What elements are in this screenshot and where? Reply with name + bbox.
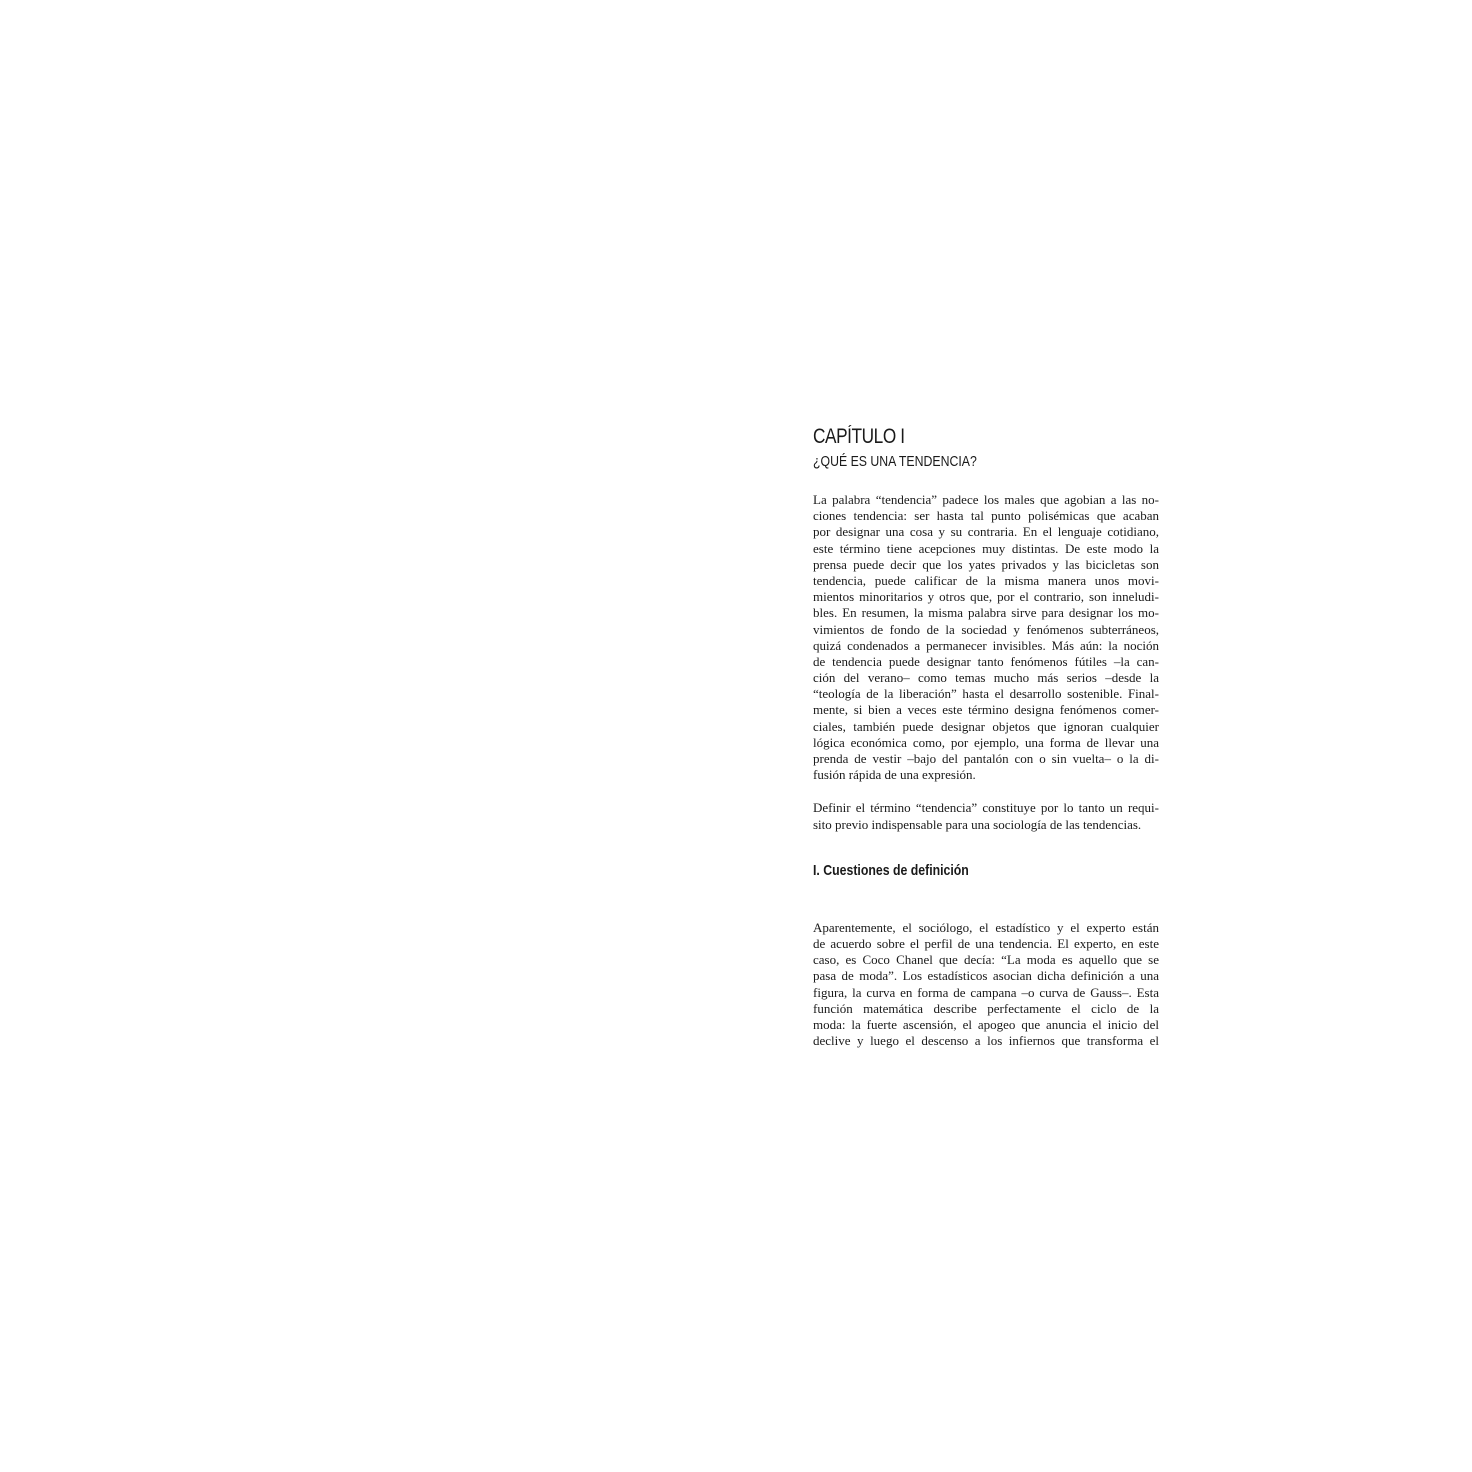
paragraph-definition <box>813 800 1159 832</box>
text-column <box>813 424 1159 1049</box>
text-line: declive y luego el descenso a los infiernos que transforma el <box>813 1033 1159 1049</box>
text-line: ciales, también puede designar objetos que ignoran cualquier <box>813 718 1159 734</box>
text-line: este término tiene acepciones muy distintas. De este modo la <box>813 540 1159 556</box>
text-line: sito previo indispensable para una sociología de las tendencias. <box>813 816 1142 832</box>
text-line: de acuerdo sobre el perfil de una tendencia. El experto, en este <box>813 935 1159 951</box>
text-line: figura, la curva en forma de campana –o curva de Gauss–. Esta <box>813 984 1159 1000</box>
text-line: Definir el término “tendencia” constituye por lo tanto un requi- <box>813 800 1159 816</box>
text-line: prenda de vestir –bajo del pantalón con o sin vuelta– o la di- <box>813 751 1159 766</box>
text-line: vimientos de fondo de la sociedad y fenómenos subterráneos, <box>813 621 1159 637</box>
text-line: bles. En resumen, la misma palabra sirve para designar los mo- <box>813 605 1159 621</box>
text-line: prensa puede decir que los yates privados y las bicicletas son <box>813 556 1159 572</box>
text-line: Aparentemente, el sociólogo, el estadístico y el experto están <box>813 919 1159 935</box>
chapter-title: ¿QUÉ ES UNA TENDENCIA? <box>813 453 977 470</box>
text-line: “teología de la liberación” hasta el desarrollo sostenible. Final- <box>813 686 1159 702</box>
text-line: moda: la fuerte ascensión, el apogeo que anuncia el inicio del <box>813 1016 1159 1032</box>
text-line: ción del verano– como temas mucho más serios –desde la <box>813 670 1159 686</box>
paragraph-gauss <box>813 920 1159 1050</box>
text-line: tendencia, puede calificar de la misma manera unos movi- <box>813 572 1159 588</box>
text-line: fusión rápida de una expresión. <box>813 767 976 783</box>
text-line: lógica económica como, por ejemplo, una forma de llevar una <box>813 734 1159 750</box>
section-heading: I. Cuestiones de definición <box>813 861 969 879</box>
text-line: mente, si bien a veces este término designa fenómenos comer- <box>813 702 1159 718</box>
text-line: de tendencia puede designar tanto fenómenos fútiles –la can- <box>813 653 1159 669</box>
text-line: por designar una cosa y su contraria. En el lenguaje cotidiano, <box>813 524 1159 540</box>
text-line: quizá condenados a permanecer invisibles. Más aún: la noción <box>813 637 1159 653</box>
text-line: mientos minoritarios y otros que, por el contrario, son inneludi- <box>813 589 1159 605</box>
text-line: caso, es Coco Chanel que decía: “La moda es aquello que se <box>813 952 1159 968</box>
text-line: ciones tendencia: ser hasta tal punto polisémicas que acaban <box>813 508 1159 524</box>
text-line: función matemática describe perfectamente el ciclo de la <box>813 1000 1159 1016</box>
text-line: La palabra “tendencia” padece los males que agobian a las no- <box>813 492 1159 507</box>
text-line: pasa de moda”. Los estadísticos asocian dicha definición a una <box>813 968 1159 984</box>
paragraph-intro <box>813 492 1159 783</box>
chapter-label: CAPÍTULO I <box>813 425 905 448</box>
